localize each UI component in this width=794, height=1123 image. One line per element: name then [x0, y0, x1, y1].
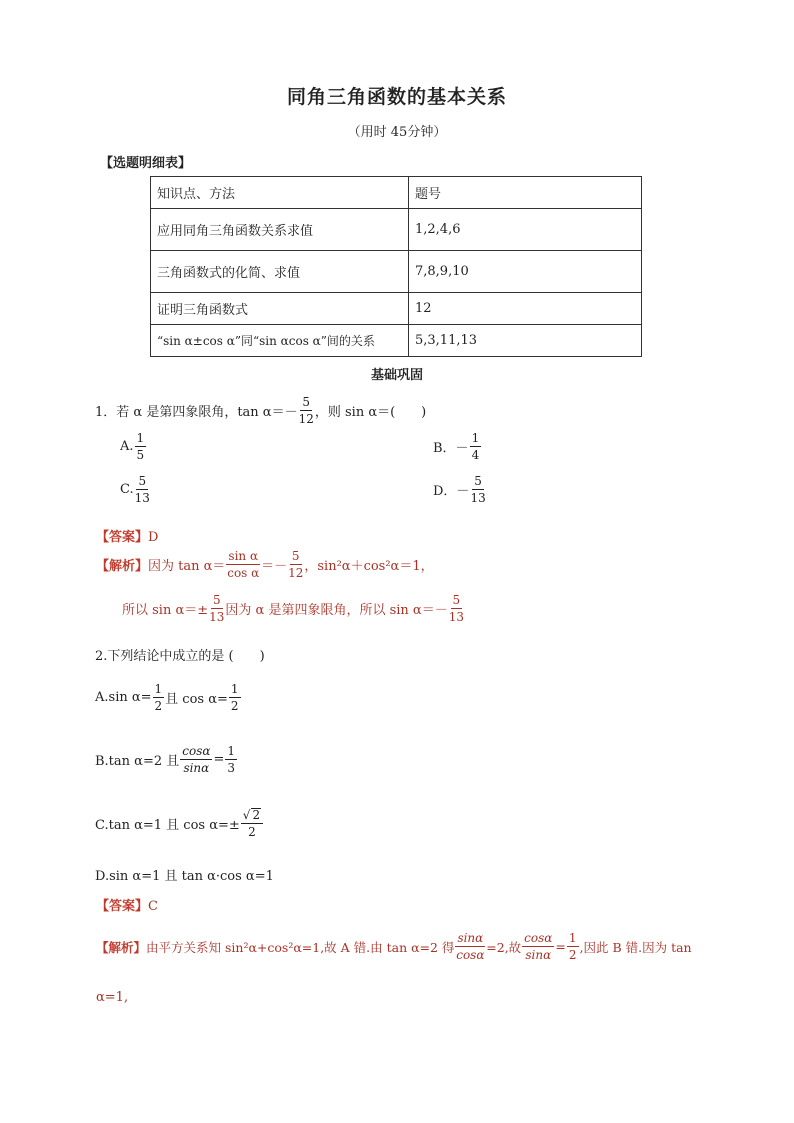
fraction: $\frac{1}{5}$ — [136, 431, 145, 462]
table-header-cell: 题号 — [409, 177, 642, 209]
page-title: 同角三角函数的基本关系 — [286, 86, 507, 108]
q1-answer — [96, 526, 158, 545]
answer-tag: 【答案】 — [96, 899, 149, 914]
question-text: ，则 sin α＝( ) — [314, 405, 427, 420]
table-header-cell: 知识点、方法 — [151, 177, 409, 209]
analysis-tag: 【解析】 — [96, 559, 149, 574]
q1-option-d: D．－ $\frac{5}{13}$ — [433, 474, 486, 505]
fraction: $\frac{1}{4}$ — [471, 431, 480, 462]
fraction: $\frac{5}{13}$ — [134, 474, 150, 505]
fraction: $\frac{\text{sin α}}{\text{cos α}}$ — [227, 549, 260, 580]
fraction: $\frac{1}{2}$ — [154, 682, 163, 713]
q1-option-b: B．－ $\frac{1}{4}$ — [433, 431, 480, 462]
table-cell: 应用同角三角函数关系求值 — [151, 209, 409, 251]
table-cell: “sin α±cos α”同“sin αcos α”间的关系 — [151, 325, 409, 357]
q1-option-c: C. $\frac{5}{13}$ — [120, 474, 150, 505]
fraction: $\frac{5}{12}$ — [288, 549, 304, 580]
table-cell: 12 — [409, 293, 642, 325]
selection-table — [150, 176, 642, 357]
table-cell: 7,8,9,10 — [409, 251, 642, 293]
table-header-row — [151, 177, 642, 209]
q2-option-a: A.sin α= $\frac{1}{2}$ 且 cos α= $\frac{1}{2}$ — [95, 682, 239, 713]
answer-tag: 【答案】 — [96, 530, 149, 545]
table-row — [151, 293, 642, 325]
fraction: $\frac{\cos\alpha}{\sin\alpha}$ — [182, 744, 211, 775]
analysis-tag: 【解析】 — [96, 939, 147, 955]
q2-analysis-line-1: 【解析】 由平方关系知 sin²α+cos²α=1,故 A 错.由 tan α=2 得 $\frac{\sin\alpha}{\cos\alpha}$ =2,故 $\frac{\cos\alpha}{\sin\alpha}$ = $\frac{1}{2}$ ,因此 B 错.因为 tan — [96, 931, 692, 962]
fraction: $\frac{√ 2}{2}$ — [241, 808, 263, 838]
table-row — [151, 251, 642, 293]
fraction: $\frac{\cos\alpha}{\sin\alpha}$ — [524, 931, 553, 962]
table-cell: 证明三角函数式 — [151, 293, 409, 325]
q2-analysis-line-2: α=1, — [96, 990, 129, 1005]
fraction: $\frac{1}{2}$ — [230, 682, 239, 713]
q2-option-d: D.sin α=1 且 tan α·cos α=1 — [95, 869, 274, 884]
section-basic-heading: 基础巩固 — [370, 368, 423, 383]
fraction: $\frac{1}{2}$ — [568, 931, 577, 962]
fraction: $\frac{5}{13}$ — [209, 593, 225, 624]
fraction: $\frac{5}{12}$ — [298, 395, 314, 426]
table-cell: 5,3,11,13 — [409, 325, 642, 357]
page-subtitle: （用时 45分钟） — [347, 125, 447, 140]
question-2-stem: 2.下列结论中成立的是 ( ) — [95, 649, 265, 664]
question-text: 1．若 α 是第四象限角，tan α＝－ — [95, 405, 298, 420]
q1-analysis-line-1: 【解析】 因为 tan α＝ $\frac{\text{sin α}}{\text{cos α}}$ ＝－ $\frac{5}{12}$ ，sin²α＋cos²α＝1， — [96, 549, 434, 580]
q2-option-c: C.tan α=1 且 cos α=± $\frac{√ 2}{2}$ — [95, 808, 264, 838]
table-row — [151, 325, 642, 357]
table-cell: 三角函数式的化简、求值 — [151, 251, 409, 293]
fraction: $\frac{5}{13}$ — [448, 593, 464, 624]
fraction: $\frac{5}{13}$ — [470, 474, 486, 505]
selection-table-heading: 【选题明细表】 — [100, 156, 192, 171]
fraction: $\frac{\sin\alpha}{\cos\alpha}$ — [456, 931, 485, 962]
q2-option-b: B.tan α=2 且 $\frac{\cos\alpha}{\sin\alpha}$ = $\frac{1}{3}$ — [95, 744, 236, 775]
q1-option-a: A. $\frac{1}{5}$ — [120, 431, 145, 462]
question-1-stem — [95, 396, 426, 425]
table-cell: 1,2,4,6 — [409, 209, 642, 251]
fraction: $\frac{1}{3}$ — [227, 744, 236, 775]
table-row — [151, 209, 642, 251]
answer-value: D — [148, 530, 159, 545]
q2-answer — [96, 895, 158, 914]
answer-value: C — [148, 899, 158, 914]
q1-analysis-line-2: 所以 sin α＝± $\frac{5}{13}$ 因为 α 是第四象限角，所以 sin α＝－ $\frac{5}{13}$ — [122, 593, 464, 624]
